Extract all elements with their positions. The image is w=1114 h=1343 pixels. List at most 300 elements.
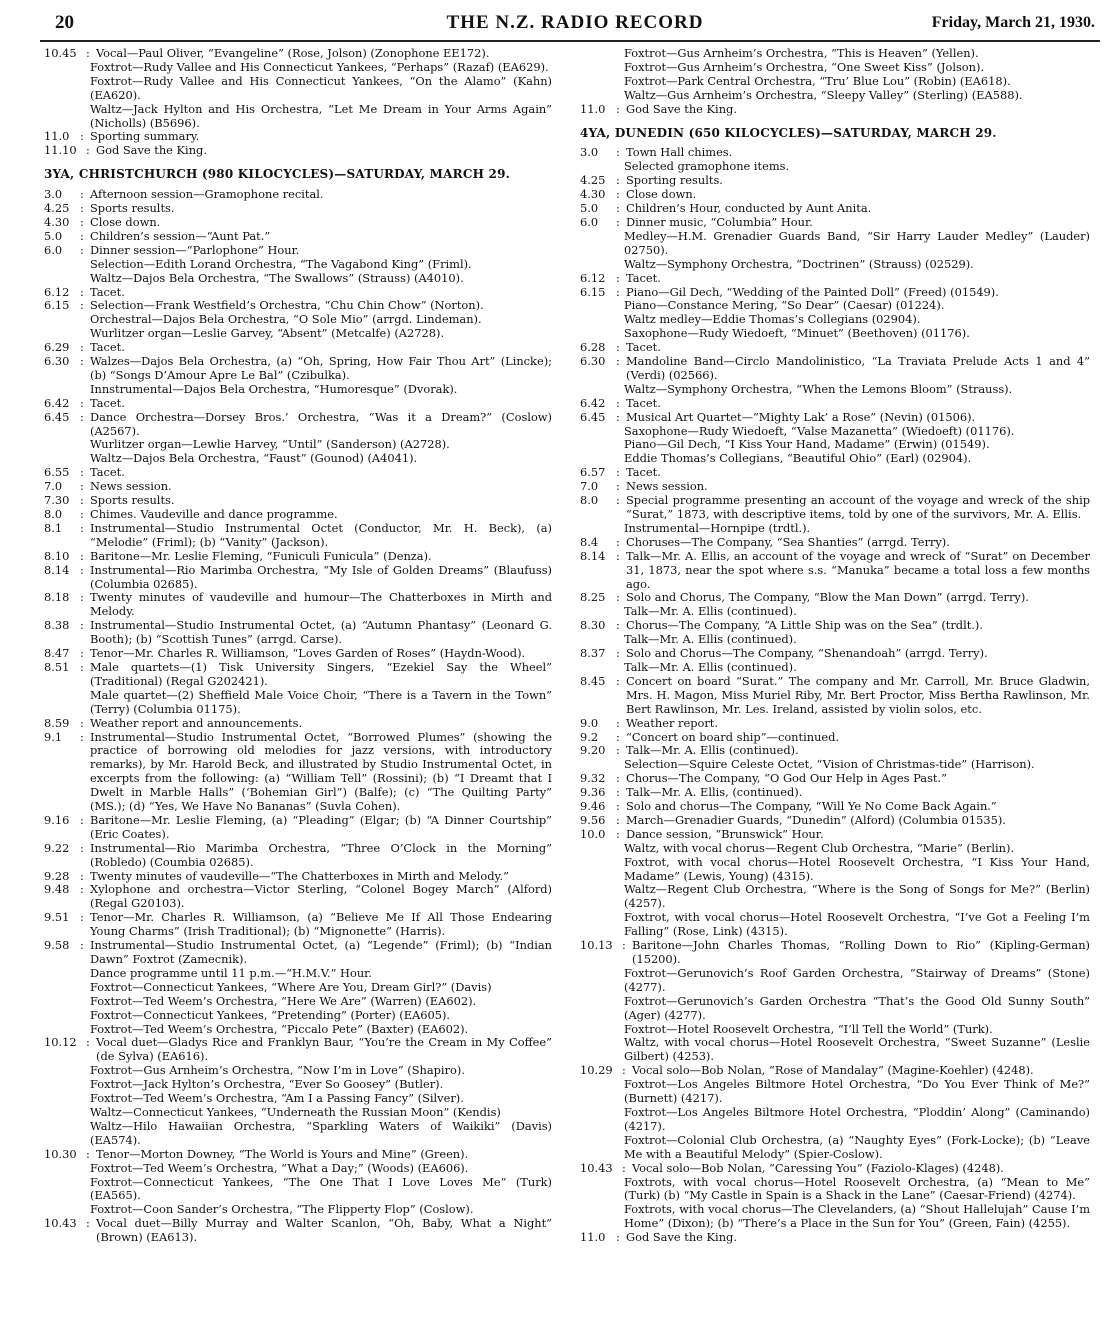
entry-line — [580, 272, 1090, 286]
entry-subitem: Instrumental—Hornpipe (trdtl.). — [624, 520, 811, 535]
entry-time: 3.0 — [44, 187, 63, 202]
entry-time: 8.14 — [44, 562, 70, 577]
programme-entry — [580, 591, 1090, 619]
entry-line — [580, 1231, 1090, 1245]
entry-time: 10.30 — [44, 1146, 77, 1161]
entry-text: Special programme presenting an account of the voyage and wreck of the ship “Surat,” 1873, with descriptive items, told by one of the survivors, Mr. A. Ellis. — [626, 493, 1090, 521]
header-rule — [40, 40, 1100, 42]
entry-text: March—Grenadier Guards, “Dunedin” (Alford) (Columbia 01535). — [626, 812, 1006, 827]
programme-entry — [580, 772, 1090, 786]
entry-time: 6.57 — [580, 465, 606, 480]
programme-entry — [580, 1064, 1090, 1161]
entry-text: Sporting results. — [626, 173, 723, 188]
time-separator: : — [80, 812, 84, 827]
entry-subitem: Foxtrot, with vocal chorus—Hotel Roosevelt Orchestra, “I Kiss Your Hand, Madame” (Lewis, Young) (4315). — [624, 854, 1090, 883]
entry-line — [44, 870, 552, 884]
entry-subitem: Foxtrot—Los Angeles Biltmore Hotel Orchestra, “Do You Ever Think of Me?” (Burnett) (4217). — [624, 1077, 1090, 1106]
entry-text: Twenty minutes of vaudeville and humour—The Chatterboxes in Mirth and Melody. — [90, 590, 552, 619]
entry-subitem: Foxtrot—Ted Weem’s Orchestra, “Here We Are” (Warren) (EA602). — [90, 993, 477, 1008]
entry-line — [44, 508, 552, 522]
time-separator: : — [622, 1063, 626, 1078]
entry-text: Tenor—Morton Downey, “The World is Yours and Mine” (Green). — [96, 1146, 469, 1161]
entry-time: 6.29 — [44, 340, 70, 355]
entry-text: Instrumental—Studio Instrumental Octet, (a) “Autumn Phantasy” (Leonard G. Booth); (b) “Scottish Tunes” (arrgd. Carse). — [90, 618, 552, 647]
entry-line — [580, 744, 1090, 758]
entry-text: Sporting summary. — [90, 129, 200, 144]
entry-time: 11.0 — [44, 129, 70, 144]
entry-time: 8.38 — [44, 618, 70, 633]
time-separator: : — [80, 298, 84, 313]
right-top-entries — [580, 103, 1090, 117]
entry-line — [44, 661, 552, 689]
time-separator: : — [80, 729, 84, 744]
time-separator: : — [86, 46, 90, 60]
entry-time: 11.0 — [580, 1230, 606, 1245]
entry-time: 9.51 — [44, 910, 70, 925]
programme-entry — [44, 522, 552, 550]
entry-time: 10.0 — [580, 826, 606, 841]
entry-time: 7.0 — [44, 479, 63, 494]
programme-entry — [44, 591, 552, 619]
programme-entry — [580, 744, 1090, 772]
entry-time: 6.30 — [44, 354, 70, 369]
entry-time: 10.12 — [44, 1035, 77, 1050]
entry-text: Talk—Mr. A. Ellis, an account of the voyage and wreck of “Surat” on December 31, 1873, near the spot where s.s. “Manuka” became a total loss a few months ago. — [626, 548, 1090, 591]
entry-line — [44, 286, 552, 300]
entry-time: 6.12 — [44, 284, 70, 299]
entry-line — [44, 647, 552, 661]
entry-line — [44, 842, 552, 870]
entry-time: 9.2 — [580, 729, 599, 744]
entry-line — [44, 244, 552, 258]
time-separator: : — [616, 409, 620, 424]
time-separator: : — [80, 548, 84, 563]
entry-line — [580, 647, 1090, 661]
time-separator: : — [86, 1216, 90, 1231]
entry-text: Twenty minutes of vaudeville—“The Chatterboxes in Mirth and Melody.” — [90, 868, 509, 883]
right-column — [580, 47, 1090, 1245]
entry-time: 9.22 — [44, 840, 70, 855]
entry-text: Vocal duet—Billy Murray and Walter Scanlon, “Oh, Baby, What a Night” (Brown) (EA613). — [96, 1216, 552, 1245]
entry-text: Musical Art Quartet—“Mighty Lak’ a Rose” (Nevin) (01506). — [626, 409, 976, 424]
entry-time: 5.0 — [44, 228, 63, 243]
programme-entry — [580, 550, 1090, 592]
entry-line — [44, 188, 552, 202]
entry-time: 8.47 — [44, 646, 70, 661]
programme-entry — [580, 1162, 1090, 1232]
entry-subitem: Talk—Mr. A. Ellis (continued). — [624, 604, 797, 619]
station-heading-3ya: 3YA, CHRISTCHURCH (980 KILOCYCLES)—SATURDAY, MARCH 29. — [44, 167, 510, 182]
entry-line — [44, 939, 552, 967]
entry-line — [580, 828, 1090, 842]
entry-line — [44, 731, 552, 814]
programme-entry — [580, 286, 1090, 342]
entry-line — [44, 591, 552, 619]
entry-time: 6.15 — [44, 298, 70, 313]
entry-line — [580, 216, 1090, 230]
entry-time: 5.0 — [580, 201, 599, 216]
entry-text: Instrumental—Rio Marimba Orchestra, “My Isle of Golden Dreams” (Blaufuss) (Columbia 02685). — [90, 562, 552, 591]
entry-subitem: Wurlitzer organ—Lewlie Harvey, “Until” (Sanderson) (A2728). — [90, 437, 450, 452]
entry-line — [580, 717, 1090, 731]
entry-text: Dance Orchestra—Dorsey Bros.’ Orchestra, “Was it a Dream?” (Coslow) (A2567). — [90, 409, 552, 438]
entry-subitem: Innstrumental—Dajos Bela Orchestra, “Humoresque” (Dvorak). — [90, 381, 458, 396]
entry-subitem: Foxtrot—Gus Arnheim’s Orchestra, “One Sweet Kiss” (Jolson). — [624, 59, 985, 74]
programme-entry — [580, 174, 1090, 188]
time-separator: : — [616, 354, 620, 369]
time-separator: : — [616, 201, 620, 216]
entry-line — [580, 355, 1090, 383]
time-separator: : — [616, 590, 620, 605]
entry-line — [580, 731, 1090, 745]
programme-entry — [580, 480, 1090, 494]
station-heading-4ya: 4YA, DUNEDIN (650 KILOCYCLES)—SATURDAY, MARCH 29. — [580, 125, 997, 140]
entry-time: 8.59 — [44, 715, 70, 730]
time-separator: : — [80, 868, 84, 883]
entry-line — [580, 202, 1090, 216]
programme-entry — [44, 842, 552, 870]
entry-subitem: Foxtrot—Rudy Vallee and His Connecticut Yankees, “Perhaps” (Razaf) (EA629). — [90, 59, 549, 74]
entry-time: 7.0 — [580, 479, 599, 494]
programme-entry — [580, 103, 1090, 117]
entry-subitem: Foxtrot—Gus Arnheim’s Orchestra, “Now I’m in Love” (Shapiro). — [90, 1063, 465, 1078]
entry-time: 8.0 — [44, 507, 63, 521]
time-separator: : — [80, 910, 84, 925]
entry-subitem: Talk—Mr. A. Ellis (continued). — [624, 632, 797, 647]
entry-text: God Save the King. — [626, 101, 737, 116]
programme-entry — [580, 717, 1090, 731]
entry-time: 4.30 — [44, 214, 70, 229]
entry-line — [580, 591, 1090, 605]
entry-time: 10.43 — [580, 1160, 613, 1175]
entry-time: 8.45 — [580, 673, 606, 688]
entry-text: Solo and Chorus—The Company, “Shenandoah” (arrgd. Terry). — [626, 646, 988, 661]
time-separator: : — [616, 465, 620, 480]
programme-entry — [580, 619, 1090, 647]
entry-subitem: Waltz—Connecticut Yankees, “Underneath the Russian Moon” (Kendis) — [90, 1104, 501, 1119]
entry-line — [580, 1064, 1090, 1078]
entry-time: 6.30 — [580, 354, 606, 369]
programme-entry — [580, 731, 1090, 745]
entry-subitem: Waltz—Symphony Orchestra, “Doctrinen” (Strauss) (02529). — [624, 256, 974, 271]
time-separator: : — [80, 659, 84, 674]
entry-time: 10.29 — [580, 1063, 613, 1078]
entry-text: Choruses—The Company, “Sea Shanties” (arrgd. Terry). — [626, 534, 950, 549]
entry-subitem: Waltz, with vocal chorus—Hotel Roosevelt Orchestra, “Sweet Suzanne” (Leslie Gilbert) (4253). — [624, 1035, 1090, 1064]
entry-text: Mandoline Band—Circlo Mandolinistico, “La Traviata Prelude Acts 1 and 4” (Verdi) (02566). — [626, 354, 1090, 382]
entry-subitem: Eddie Thomas’s Collegians, “Beautiful Ohio” (Earl) (02904). — [624, 451, 972, 466]
entry-text: Afternoon session—Gramophone recital. — [90, 187, 324, 202]
programme-entry — [44, 341, 552, 355]
entry-text: Children’s Hour, conducted by Aunt Anita. — [626, 201, 872, 216]
time-separator: : — [616, 214, 620, 229]
time-separator: : — [80, 479, 84, 494]
entry-time: 8.18 — [44, 590, 70, 605]
entry-text: Tacet. — [626, 465, 661, 480]
entry-subitem: Foxtrot—Gerunovich’s Garden Orchestra “That’s the Good Old Sunny South” (Ager) (4277). — [624, 993, 1090, 1022]
time-separator: : — [616, 785, 620, 800]
entry-line — [580, 146, 1090, 160]
time-separator: : — [80, 284, 84, 299]
entry-subitem: Waltz—Dajos Bela Orchestra, “Faust” (Gounod) (A4041). — [90, 451, 418, 466]
entry-line — [44, 230, 552, 244]
time-separator: : — [80, 242, 84, 257]
entry-time: 8.25 — [580, 590, 606, 605]
entry-time: 11.0 — [580, 101, 606, 116]
entry-line — [44, 202, 552, 216]
entry-line — [580, 397, 1090, 411]
programme-entry — [44, 299, 552, 341]
entry-text: Walzes—Dajos Bela Orchestra, (a) “Oh, Spring, How Fair Thou Art” (Lincke); (b) “Songs D’Amour Apre Le Bal” (Czibulka). — [90, 354, 552, 382]
entry-text: Children’s session—“Aunt Pat.” — [90, 228, 271, 243]
entry-text: News session. — [90, 479, 172, 494]
entry-text: Vocal solo—Bob Nolan, “Caressing You” (Faziolo-Klages) (4248). — [632, 1160, 1004, 1175]
entry-subitem: Foxtrot—Connecticut Yankees, “The One That I Love Loves Me” (Turk) (EA565). — [90, 1174, 552, 1203]
programme-entry — [580, 341, 1090, 355]
programme-entry — [580, 188, 1090, 202]
right-programme-entries — [580, 146, 1090, 1245]
programme-entry — [44, 564, 552, 592]
time-separator: : — [80, 129, 84, 144]
right-top-continuation — [580, 47, 1090, 103]
programme-entry — [580, 411, 1090, 467]
programme-entry — [44, 1217, 552, 1245]
programme-entry — [580, 828, 1090, 939]
entry-time: 10.45 — [44, 46, 77, 60]
programme-entry — [44, 717, 552, 731]
entry-line — [44, 480, 552, 494]
entry-text: Vocal—Paul Oliver, “Evangeline” (Rose, Jolson) (Zonophone EE172). — [96, 46, 490, 60]
programme-entry — [580, 814, 1090, 828]
entry-line — [580, 466, 1090, 480]
entry-line — [44, 130, 552, 144]
entry-text: Dinner music, “Columbia” Hour. — [626, 214, 813, 229]
time-separator: : — [616, 618, 620, 633]
entry-subitem: Male quartet—(2) Sheffield Male Voice Choir, “There is a Tavern in the Town” (Terry) (Columbia 01175). — [90, 687, 552, 716]
entry-subitem: Piano—Constance Mering, “So Dear” (Caesar) (01224). — [624, 298, 945, 313]
entry-time: 7.30 — [44, 493, 70, 508]
entry-text: Instrumental—Rio Marimba Orchestra, “Three O’Clock in the Morning” (Robledo) (Coumbia 02685). — [90, 840, 552, 869]
programme-entry — [580, 216, 1090, 272]
entry-subitem: Selected gramophone items. — [624, 159, 790, 174]
entry-subitem: Foxtrot, with vocal chorus—Hotel Roosevelt Orchestra, “I’ve Got a Feeling I’m Falling” (Rose, Link) (4315). — [624, 910, 1090, 939]
programme-entry — [580, 146, 1090, 174]
entry-time: 9.16 — [44, 812, 70, 827]
time-separator: : — [80, 395, 84, 410]
programme-entry — [580, 647, 1090, 675]
entry-line — [580, 675, 1090, 717]
entry-text: Concert on board “Surat.” The company and Mr. Carroll, Mr. Bruce Gladwin, Mrs. H. Magon, Miss Muriel Riby, Mr. Bert Proctor, Miss Bertha Rawlinson, Mr. Bert Rawlinson, Mr. Les. Ireland, assisted by violin solos, etc. — [626, 673, 1090, 716]
entry-text: Baritone—Mr. Leslie Fleming, (a) “Pleading” (Elgar; (b) “A Dinner Courtship” (Eric Coates). — [90, 812, 552, 841]
entry-line — [580, 800, 1090, 814]
entry-text: Instrumental—Studio Instrumental Octet, (a) “Legende” (Friml); (b) “Indian Dawn” Foxtrot (Zamecnik). — [90, 938, 552, 966]
entry-time: 9.56 — [580, 812, 606, 827]
programme-entry — [44, 244, 552, 286]
programme-entry — [44, 230, 552, 244]
entry-line — [44, 619, 552, 647]
programme-entry — [44, 411, 552, 467]
entry-line — [580, 494, 1090, 522]
time-separator: : — [616, 340, 620, 355]
entry-subitem: Foxtrot—Colonial Club Orchestra, (a) “Naughty Eyes” (Fork-Locke); (b) “Leave Me with a Beautiful Melody” (Spier-Coslow). — [624, 1132, 1090, 1161]
programme-entry — [44, 1036, 552, 1147]
entry-subitem: Foxtrot—Jack Hylton’s Orchestra, “Ever So Goosey” (Butler). — [90, 1077, 444, 1092]
entry-text: Sports results. — [90, 493, 175, 508]
entry-subitem: Foxtrot—Coon Sander’s Orchestra, “The Flipperty Flop” (Coslow). — [90, 1202, 474, 1217]
entry-line — [44, 47, 552, 61]
entry-text: Weather report and announcements. — [90, 715, 303, 730]
entry-time: 8.0 — [580, 493, 599, 508]
entry-text: News session. — [626, 479, 708, 494]
entry-subitem: Foxtrot—Gus Arnheim’s Orchestra, “This is Heaven” (Yellen). — [624, 46, 979, 60]
time-separator: : — [80, 882, 84, 897]
programme-entry — [44, 1148, 552, 1218]
entry-time: 6.45 — [580, 409, 606, 424]
time-separator: : — [616, 812, 620, 827]
entry-text: Tacet. — [626, 270, 661, 285]
time-separator: : — [616, 493, 620, 508]
programme-entry — [44, 647, 552, 661]
entry-subitem: Waltz—Hilo Hawaiian Orchestra, “Sparkling Waters of Waikiki” (Davis) (EA574). — [90, 1118, 552, 1147]
entry-text: Close down. — [90, 214, 161, 229]
entry-time: 6.45 — [44, 409, 70, 424]
entry-time: 9.48 — [44, 882, 70, 897]
entry-time: 9.20 — [580, 743, 606, 758]
programme-entry — [580, 1231, 1090, 1245]
entry-text: Tacet. — [626, 340, 661, 355]
entry-time: 4.25 — [44, 201, 70, 216]
entry-time: 6.15 — [580, 284, 606, 299]
programme-entry — [580, 536, 1090, 550]
time-separator: : — [616, 548, 620, 563]
entry-line — [44, 522, 552, 550]
entry-line — [580, 619, 1090, 633]
entry-time: 6.12 — [580, 270, 606, 285]
programme-entry — [580, 494, 1090, 536]
programme-entry — [580, 466, 1090, 480]
entry-time: 9.36 — [580, 785, 606, 800]
time-separator: : — [616, 101, 620, 116]
entry-text: Sports results. — [90, 201, 175, 216]
entry-text: Talk—Mr. A. Ellis, (continued). — [626, 785, 803, 800]
entry-text: Solo and Chorus, The Company, “Blow the Man Down” (arrgd. Terry). — [626, 590, 1029, 605]
programme-entry — [44, 619, 552, 647]
entry-text: Town Hall chimes. — [626, 145, 733, 160]
entry-line — [580, 786, 1090, 800]
entry-text: Vocal duet—Gladys Rice and Franklyn Baur, “You’re the Cream in My Coffee” (de Sylva) (EA616). — [96, 1035, 552, 1064]
time-separator: : — [80, 340, 84, 355]
entry-time: 4.30 — [580, 187, 606, 202]
entry-text: Weather report. — [626, 715, 719, 730]
time-separator: : — [622, 938, 626, 953]
programme-entry — [580, 675, 1090, 717]
programme-entry — [44, 911, 552, 939]
entry-time: 4.25 — [580, 173, 606, 188]
entry-subitem: Foxtrot—Connecticut Yankees, “Pretending” (Porter) (EA605). — [90, 1007, 451, 1022]
entry-text: Solo and chorus—The Company, “Will Ye No Come Back Again.” — [626, 799, 997, 814]
left-programme-entries — [44, 188, 552, 1245]
entry-time: 8.51 — [44, 659, 70, 674]
entry-line — [580, 939, 1090, 967]
entry-subitem: Foxtrot—Los Angeles Biltmore Hotel Orchestra, “Ploddin’ Along” (Caminando) (4217). — [624, 1104, 1090, 1133]
time-separator: : — [80, 187, 84, 202]
time-separator: : — [80, 520, 84, 535]
programme-entry — [44, 814, 552, 842]
entry-subitem: Waltz—Dajos Bela Orchestra, “The Swallows” (Strauss) (A4010). — [90, 270, 464, 285]
entry-time: 10.43 — [44, 1216, 77, 1231]
time-separator: : — [80, 465, 84, 480]
entry-text: God Save the King. — [96, 143, 207, 158]
programme-entry — [580, 355, 1090, 397]
entry-line — [44, 717, 552, 731]
entry-line — [44, 216, 552, 230]
entry-time: 6.55 — [44, 465, 70, 480]
time-separator: : — [80, 938, 84, 953]
time-separator: : — [616, 395, 620, 410]
programme-entry — [44, 661, 552, 717]
entry-subitem: Foxtrots, with vocal chorus—The Clevelanders, (a) “Shout Hallelujah” Cause I’m Home” (Dixon); (b) “There’s a Place in the Sun for You” (Green, Fain) (4255). — [624, 1202, 1090, 1231]
entry-line — [580, 814, 1090, 828]
entry-text: Tacet. — [90, 284, 125, 299]
entry-time: 6.42 — [44, 395, 70, 410]
entry-line — [580, 174, 1090, 188]
entry-line — [44, 341, 552, 355]
entry-subitem: Foxtrot—Park Central Orchestra, “Tru’ Blue Lou” (Robin) (EA618). — [624, 73, 1011, 88]
entry-line — [580, 341, 1090, 355]
programme-entry — [580, 202, 1090, 216]
time-separator: : — [80, 840, 84, 855]
entry-line — [580, 188, 1090, 202]
entry-subitem: Foxtrot—Connecticut Yankees, “Where Are You, Dream Girl?” (Davis) — [90, 979, 492, 994]
entry-line — [580, 286, 1090, 300]
entry-time: 9.58 — [44, 938, 70, 953]
entry-text: Vocal solo—Bob Nolan, “Rose of Mandalay” (Magine-Koehler) (4248). — [632, 1063, 1034, 1078]
entry-line — [44, 564, 552, 592]
entry-subitem: Foxtrot—Ted Weem’s Orchestra, “What a Day;” (Woods) (EA606). — [90, 1160, 469, 1175]
entry-time: 3.0 — [580, 145, 599, 160]
time-separator: : — [80, 590, 84, 605]
entry-time: 9.0 — [580, 715, 599, 730]
time-separator: : — [80, 214, 84, 229]
programme-entry — [44, 130, 552, 144]
time-separator: : — [616, 145, 620, 160]
programme-entry — [580, 272, 1090, 286]
entry-time: 9.28 — [44, 868, 70, 883]
entry-time: 8.30 — [580, 618, 606, 633]
entry-text: “Concert on board ship”—continued. — [626, 729, 840, 744]
time-separator: : — [80, 201, 84, 216]
entry-text: Close down. — [626, 187, 697, 202]
programme-entry — [44, 494, 552, 508]
time-separator: : — [80, 507, 84, 521]
time-separator: : — [616, 173, 620, 188]
entry-line — [580, 536, 1090, 550]
programme-entry — [44, 466, 552, 480]
entry-time: 8.1 — [44, 520, 63, 535]
entry-line — [44, 550, 552, 564]
entry-subitem: Selection—Edith Lorand Orchestra, “The Vagabond King” (Friml). — [90, 256, 472, 271]
entry-line — [44, 299, 552, 313]
programme-entry — [44, 883, 552, 911]
time-separator: : — [80, 354, 84, 369]
entry-subitem: Waltz medley—Eddie Thomas’s Collegians (02904). — [624, 312, 921, 327]
time-separator: : — [86, 143, 90, 158]
time-separator: : — [616, 799, 620, 814]
programme-entry — [44, 202, 552, 216]
entry-text: Tacet. — [90, 465, 125, 480]
programme-entry — [580, 939, 1090, 1064]
time-separator: : — [80, 493, 84, 508]
